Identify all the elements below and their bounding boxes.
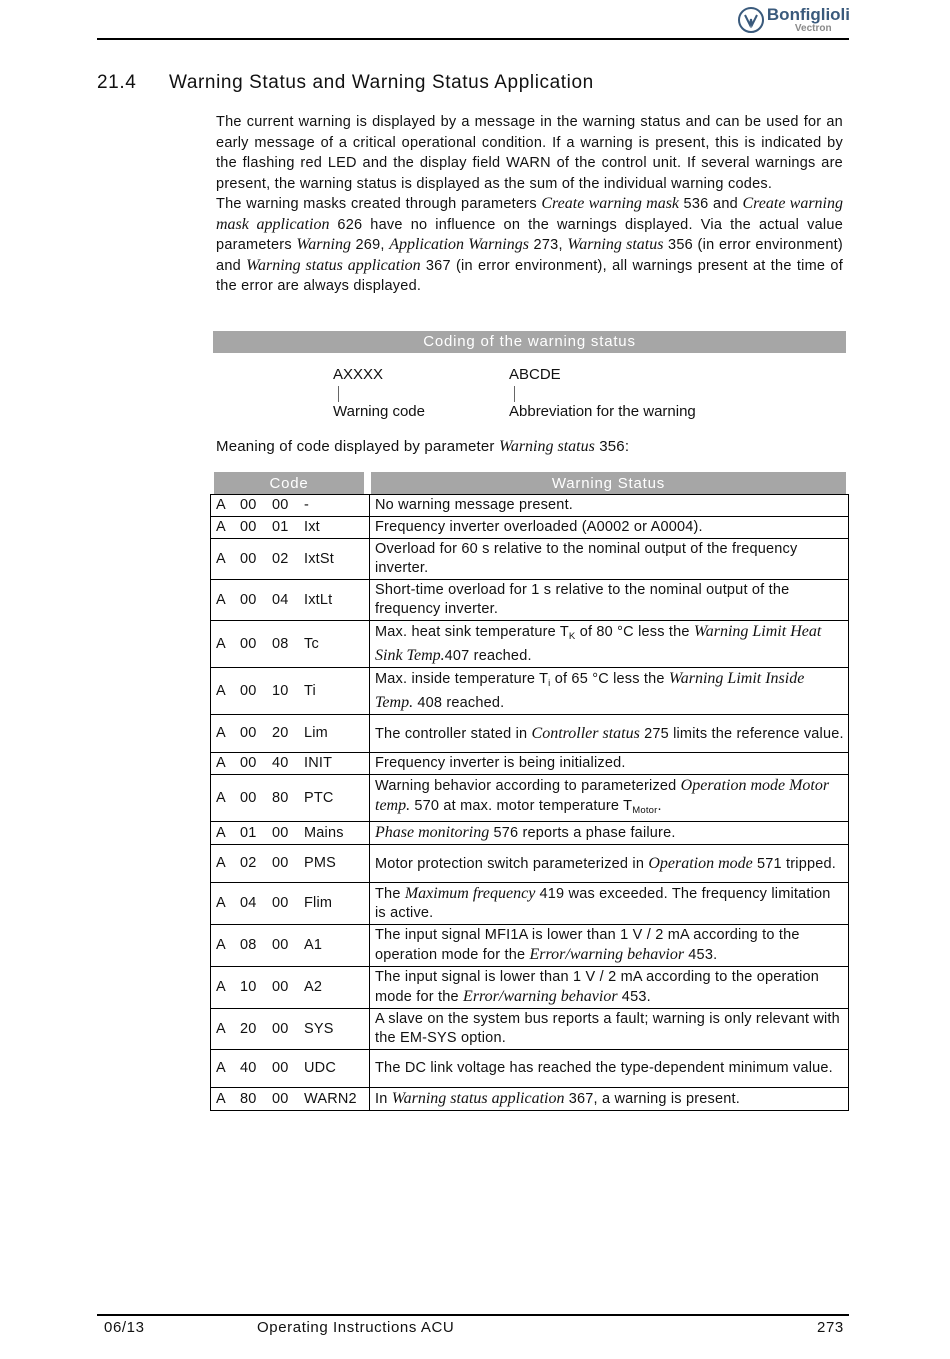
table-row <box>211 925 849 967</box>
code-high-byte: 40 <box>240 1060 257 1076</box>
header-rule <box>97 38 849 40</box>
code-prefix: A <box>216 855 226 871</box>
table-row <box>211 822 849 845</box>
warning-description-cell: Max. inside temperature $T_i$ of 65 °C less the Warning Limit Inside Temp. 408 reached. <box>370 668 849 715</box>
warning-description-cell: Max. heat sink temperature $T_K$ of 80 °C less the Warning Limit Heat Sink Temp.407 reached. <box>370 621 849 668</box>
table-row <box>211 1050 849 1088</box>
connector-line <box>338 386 339 402</box>
code-abbreviation: Flim <box>304 895 333 911</box>
warning-code-cell <box>211 1009 370 1050</box>
meaning-line: Meaning of code displayed by parameter Warning status 356: <box>216 438 630 455</box>
code-high-byte: 00 <box>240 682 257 699</box>
code-high-byte: 00 <box>240 550 257 567</box>
code-low-byte: 02 <box>272 550 289 567</box>
warning-description-cell: The DC link voltage has reached the type-dependent minimum value. <box>370 1050 849 1088</box>
code-low-byte: 00 <box>272 1090 289 1107</box>
brand-logo <box>738 2 850 38</box>
code-low-byte: 00 <box>272 979 289 995</box>
footer-page-number: 273 <box>817 1319 844 1336</box>
warning-code-cell <box>211 967 370 1009</box>
warning-description-cell: Short-time overload for 1 s relative to the nominal output of the frequency inverter. <box>370 580 849 621</box>
code-low-byte: 00 <box>272 895 289 911</box>
warning-description-cell: Overload for 60 s relative to the nominal output of the frequency inverter. <box>370 539 849 580</box>
warning-code-cell <box>211 517 370 539</box>
code-abbreviation: PTC <box>304 789 334 806</box>
code-abbreviation: Ti <box>304 682 316 699</box>
table-row <box>211 580 849 621</box>
code-high-byte: 00 <box>240 755 257 771</box>
code-prefix: A <box>216 1060 226 1076</box>
code-abbreviation: Ixt <box>304 519 320 535</box>
abbreviation-format: ABCDE <box>509 366 561 383</box>
warning-code-cell <box>211 925 370 967</box>
code-prefix: A <box>216 519 226 535</box>
code-high-byte: 00 <box>240 519 257 535</box>
code-low-byte: 00 <box>272 855 289 871</box>
connector-line <box>514 386 515 402</box>
column-header-code: Code <box>214 472 364 494</box>
code-high-byte: 00 <box>240 591 257 608</box>
brand-subname: Vectron <box>794 23 832 34</box>
code-abbreviation: Tc <box>304 635 319 652</box>
brand-name: Bonfiglioli <box>766 5 850 24</box>
warning-description-cell: Phase monitoring 576 reports a phase failure. <box>370 822 849 845</box>
code-prefix: A <box>216 1020 226 1037</box>
warning-description-cell: Frequency inverter is being initialized. <box>370 753 849 775</box>
table-row <box>211 715 849 753</box>
code-abbreviation: - <box>304 497 310 513</box>
section-heading <box>97 72 594 94</box>
code-abbreviation: Lim <box>304 725 328 741</box>
code-low-byte: 80 <box>272 789 289 806</box>
code-abbreviation: UDC <box>304 1060 337 1076</box>
code-prefix: A <box>216 725 226 741</box>
code-prefix: A <box>216 635 226 652</box>
code-abbreviation: Mains <box>304 824 344 841</box>
code-low-byte: 10 <box>272 682 289 699</box>
warning-description-cell: The controller stated in Controller status 275 limits the reference value. <box>370 715 849 753</box>
code-high-byte: 00 <box>240 635 257 652</box>
code-prefix: A <box>216 824 226 841</box>
warning-code-cell <box>211 753 370 775</box>
code-low-byte: 01 <box>272 519 289 535</box>
code-abbreviation: PMS <box>304 855 337 871</box>
code-prefix: A <box>216 1090 226 1107</box>
warning-code-cell <box>211 775 370 822</box>
code-high-byte: 00 <box>240 497 257 513</box>
warning-description-cell: The input signal MFI1A is lower than 1 V / 2 mA according to the operation mode for the Error/warning behavior 453. <box>370 925 849 967</box>
code-high-byte: 04 <box>240 895 257 911</box>
brand-emblem-icon <box>738 7 764 33</box>
code-abbreviation: WARN2 <box>304 1090 357 1107</box>
code-prefix: A <box>216 591 226 608</box>
code-low-byte: 00 <box>272 937 289 953</box>
abbreviation-label: Abbreviation for the warning <box>509 403 696 420</box>
intro-text <box>216 112 843 297</box>
warning-code-cell <box>211 668 370 715</box>
code-low-byte: 00 <box>272 1060 289 1076</box>
code-abbreviation: IxtSt <box>304 550 335 567</box>
code-low-byte: 20 <box>272 725 289 741</box>
warning-description-cell: Frequency inverter overloaded (A0002 or A0004). <box>370 517 849 539</box>
warning-description-cell: No warning message present. <box>370 495 849 517</box>
code-prefix: A <box>216 497 226 513</box>
code-low-byte: 00 <box>272 824 289 841</box>
warning-description-cell: Motor protection switch parameterized in Operation mode 571 tripped. <box>370 845 849 883</box>
code-low-byte: 04 <box>272 591 289 608</box>
code-abbreviation: A2 <box>304 979 323 995</box>
code-high-byte: 08 <box>240 937 257 953</box>
code-high-byte: 01 <box>240 824 257 841</box>
code-high-byte: 00 <box>240 725 257 741</box>
intro-paragraph-2: The warning masks created through parameters Create warning mask 536 and Create warning mask application 626 have no influence on the warnings displayed. Via the actual value parameters Warning 269, Application Warnings 273, Warning status 356 (in error environment) and Warning status application 367 (in error environment), all warnings present at the time of the error are always displayed. <box>216 195 844 294</box>
section-title: Warning Status and Warning Status Application <box>169 72 594 93</box>
code-abbreviation: SYS <box>304 1020 334 1037</box>
table-row <box>211 539 849 580</box>
table-row <box>211 1088 849 1111</box>
code-high-byte: 80 <box>240 1090 257 1107</box>
code-low-byte: 08 <box>272 635 289 652</box>
warning-status-table <box>210 494 849 1111</box>
table-row <box>211 1009 849 1050</box>
table-row <box>211 495 849 517</box>
code-low-byte: 00 <box>272 497 289 513</box>
code-high-byte: 20 <box>240 1020 257 1037</box>
code-prefix: A <box>216 895 226 911</box>
code-low-byte: 40 <box>272 755 289 771</box>
warning-description-cell: A slave on the system bus reports a fault; warning is only relevant with the EM-SYS option. <box>370 1009 849 1050</box>
code-high-byte: 10 <box>240 979 257 995</box>
footer-date: 06/13 <box>104 1319 145 1336</box>
warning-code-cell <box>211 883 370 925</box>
code-prefix: A <box>216 755 226 771</box>
code-prefix: A <box>216 682 226 699</box>
section-number: 21.4 <box>97 72 137 93</box>
code-prefix: A <box>216 550 226 567</box>
table-row <box>211 845 849 883</box>
code-diagram-left <box>333 366 425 420</box>
code-high-byte: 02 <box>240 855 257 871</box>
warning-code-label: Warning code <box>333 403 425 420</box>
warning-code-cell <box>211 1088 370 1111</box>
footer-rule <box>97 1314 849 1316</box>
warning-code-cell <box>211 539 370 580</box>
warning-code-cell <box>211 580 370 621</box>
table-row <box>211 775 849 822</box>
column-header-status: Warning Status <box>371 472 846 494</box>
table-row <box>211 668 849 715</box>
table-row <box>211 621 849 668</box>
warning-code-format: AXXXX <box>333 366 384 383</box>
coding-heading-bar: Coding of the warning status <box>213 331 846 353</box>
warning-description-cell: In Warning status application 367, a warning is present. <box>370 1088 849 1111</box>
code-abbreviation: INIT <box>304 755 333 771</box>
table-row <box>211 753 849 775</box>
warning-code-cell <box>211 621 370 668</box>
warning-description-cell: The Maximum frequency 419 was exceeded. The frequency limitation is active. <box>370 883 849 925</box>
footer-document-title: Operating Instructions ACU <box>257 1319 455 1336</box>
warning-code-cell <box>211 1050 370 1088</box>
code-prefix: A <box>216 937 226 953</box>
code-low-byte: 00 <box>272 1020 289 1037</box>
intro-paragraph-1: The current warning is displayed by a message in the warning status and can be used for an early message of a critical operational condition. If a warning is present, this is indicated by the flashing red LED and the display field WARN of the control unit. If several warnings are present, the warning status is displayed as the sum of the individual warning codes. <box>216 114 843 192</box>
code-high-byte: 00 <box>240 789 257 806</box>
warning-code-cell <box>211 845 370 883</box>
warning-code-cell <box>211 822 370 845</box>
warning-description-cell: Warning behavior according to parameterized Operation mode Motor temp. 570 at max. motor temperature $T_{Motor}$. <box>370 775 849 822</box>
code-diagram-right <box>509 366 696 420</box>
code-abbreviation: IxtLt <box>304 591 333 608</box>
code-abbreviation: A1 <box>304 937 323 953</box>
code-prefix: A <box>216 979 226 995</box>
code-prefix: A <box>216 789 226 806</box>
table-row <box>211 517 849 539</box>
table-row <box>211 967 849 1009</box>
warning-code-cell <box>211 715 370 753</box>
warning-code-cell <box>211 495 370 517</box>
warning-description-cell: The input signal is lower than 1 V / 2 mA according to the operation mode for the Error/warning behavior 453. <box>370 967 849 1009</box>
table-row <box>211 883 849 925</box>
